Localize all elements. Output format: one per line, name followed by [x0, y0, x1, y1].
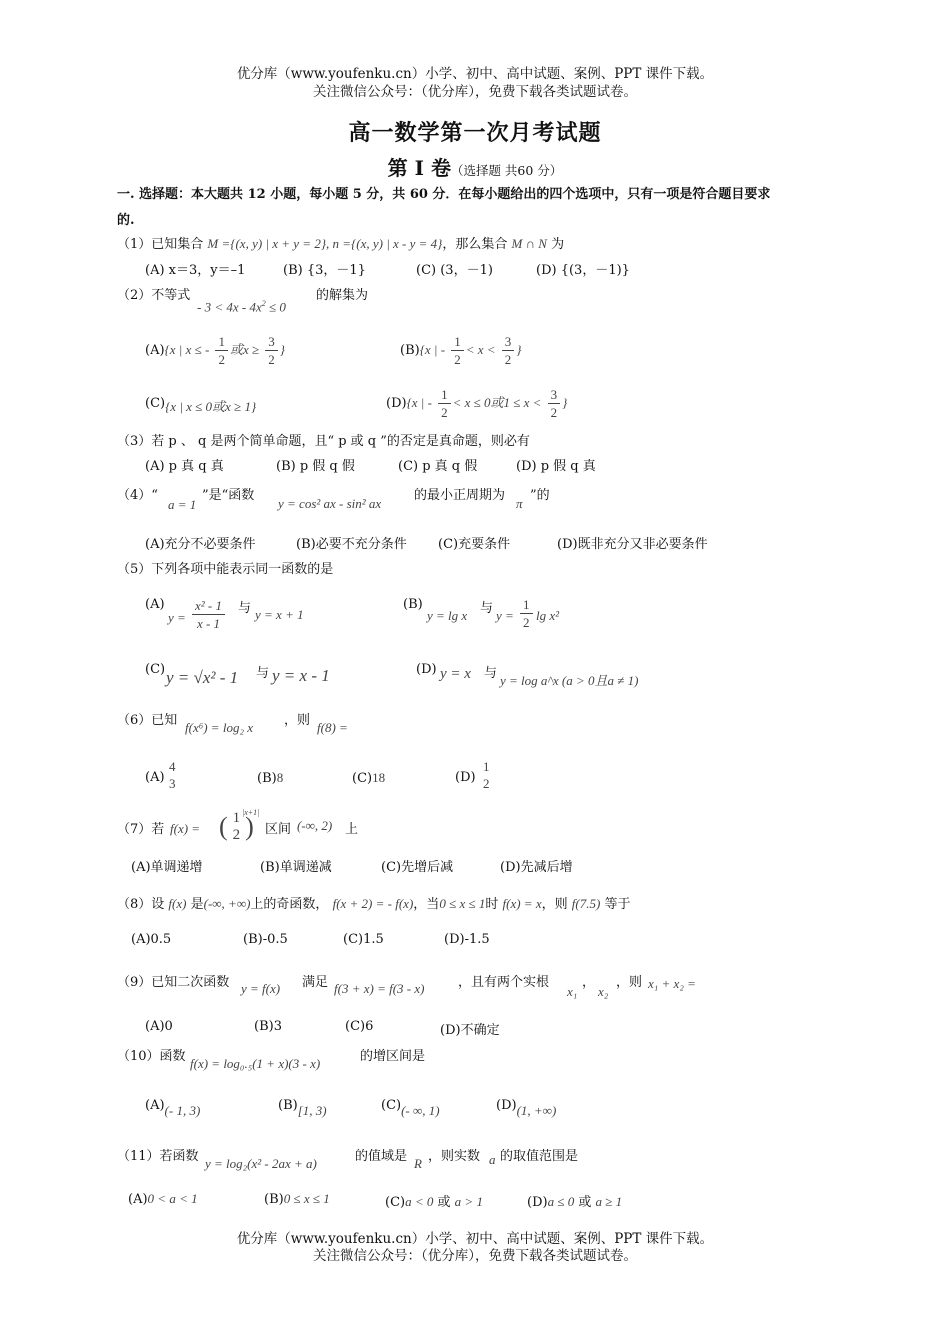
q2-option-a	[145, 333, 285, 368]
q5-a-num: x² - 1	[192, 597, 225, 615]
q1-option-d: (D) {(3，－1)}	[536, 263, 630, 278]
question-5-stem: （5）下列各项中能表示同一函数的是	[117, 562, 334, 577]
q10-option-d	[496, 1097, 557, 1118]
q9-math-2: f(3 + x) = f(3 - x)	[334, 981, 425, 996]
q5-option-a	[145, 597, 165, 612]
q11-text-c: ，则实数	[428, 1149, 481, 1164]
q5-b-eq: y = lg x	[427, 608, 468, 623]
q2-d-math-1: {x | -	[406, 395, 432, 410]
q4-option-c: (C)充要条件	[438, 537, 511, 552]
frac-den: 2	[523, 615, 530, 630]
q4-stem-c: 的最小正周期为	[414, 488, 506, 503]
frac-den: 2	[550, 405, 558, 420]
q8-text-f: ，则	[541, 897, 568, 912]
q5-a-y: y =	[168, 610, 186, 625]
q7-option-d: (D)先减后增	[500, 860, 573, 875]
q8-text-e: 时	[485, 897, 499, 912]
frac-num: 3	[502, 333, 515, 351]
q4-stem-text: （4）“	[117, 488, 158, 503]
q10-d-value: (1, +∞)	[516, 1103, 557, 1118]
q6-option-d-frac	[480, 758, 493, 792]
q11-a-label: (A)	[128, 1192, 148, 1207]
q5-option-c: (C)	[145, 662, 166, 677]
q4-stem-b: ”是“函数	[202, 488, 255, 503]
question-2-stem	[117, 284, 190, 303]
q6-math-given: f(x⁶) = log₂ x	[185, 720, 253, 735]
q8-text-a: （8）设	[117, 897, 165, 912]
q3-option-a: (A) p 真 q 真	[145, 459, 224, 474]
frac-num: 1	[451, 333, 464, 351]
q1-stem-text: （1）已知集合	[117, 237, 204, 252]
question-8-stem	[117, 893, 630, 912]
q8-math-4: 0 ≤ x ≤ 1	[439, 896, 486, 911]
q6-math-ask: f(8) =	[317, 720, 348, 735]
question-10-stem: （10）函数	[117, 1049, 186, 1064]
q1-option-b: (B) {3，－1}	[283, 263, 366, 278]
q9-math-3: x₁	[567, 984, 578, 999]
q5-b-half	[520, 596, 533, 631]
question-9-stem: （9）已知二次函数	[117, 975, 230, 990]
question-1-stem	[117, 233, 564, 252]
q9-math-1: y = f(x)	[241, 981, 281, 996]
q8-option-d: (D)-1.5	[444, 932, 490, 947]
q4-math-a: a = 1	[168, 497, 197, 512]
volume-label: 第 I 卷	[387, 156, 451, 180]
q9-text-c: ，且有两个实根	[458, 975, 550, 990]
q7-paren-frac: ( 1 2 )	[219, 810, 254, 843]
q7-math-interval: (-∞, 2)	[297, 818, 333, 833]
q2-b-frac-2	[502, 333, 515, 368]
frac-den: 2	[232, 827, 241, 843]
q8-text-c: 上的奇函数，	[250, 897, 329, 912]
q2-a-label: (A)	[145, 343, 165, 358]
q2-d-math-3: }	[562, 395, 568, 410]
q7-option-a: (A)单调递增	[131, 860, 203, 875]
q9-option-a: (A)0	[145, 1019, 173, 1034]
q9-text-d: ，	[582, 975, 596, 990]
q5-option-b: (B)	[403, 597, 423, 612]
q8-option-c: (C)1.5	[343, 932, 384, 947]
q1-option-a: (A) x＝3，y＝–1	[145, 263, 246, 278]
q4-math-pi: π	[516, 496, 523, 511]
question-4-stem	[117, 484, 158, 503]
q2-inequality-math: - $3 < 4x - 4x^2 \le 0$	[197, 299, 286, 315]
q11-math-1: y = log₂(x² - 2ax + a)	[205, 1156, 317, 1171]
q6-option-a-label: (A)	[145, 770, 165, 785]
q11-c-value-2: a > 1	[454, 1194, 483, 1209]
q7-stem-b: 区间	[265, 822, 292, 837]
frac-den: 3	[169, 776, 176, 791]
q6-c-value: 18	[372, 770, 386, 785]
q4-math-function: y = cos² ax - sin² ax	[278, 496, 382, 511]
q2-option-b	[400, 333, 521, 368]
q2-stem-tail: 的解集为	[316, 288, 369, 303]
q4-option-a: (A)充分不必要条件	[145, 537, 256, 552]
q10-text-b: 的增区间是	[360, 1049, 426, 1064]
q2-d-math-2: < x ≤ 0或1 ≤ x <	[452, 395, 542, 410]
header-line-1: 优分库（www.youfenku.cn）小学、初中、高中试题、案例、PPT 课件下载。	[236, 66, 714, 82]
q8-text-g: 等于	[604, 897, 631, 912]
q6-option-c	[352, 770, 385, 786]
q11-c-or: 或	[437, 1195, 451, 1210]
q11-a-value: 0 < a < 1	[147, 1191, 198, 1206]
q1-option-c: (C) (3，－1)	[416, 263, 493, 278]
q4-option-d: (D)既非充分又非必要条件	[557, 537, 708, 552]
q9-math-4: x₂	[598, 984, 609, 999]
q10-a-label: (A)	[145, 1098, 165, 1113]
q11-d-label: (D)	[527, 1195, 548, 1210]
q3-option-b: (B) p 假 q 假	[276, 459, 355, 474]
q5-d-eq2: y = log a^x (a > 0且a ≠ 1)	[500, 673, 639, 688]
q11-math-2: R	[414, 1156, 422, 1171]
q9-option-c: (C)6	[345, 1019, 374, 1034]
q2-c-math: {x | x ≤ 0或x ≥ 1}	[165, 399, 257, 414]
frac-den: 2	[441, 405, 448, 420]
q4-stem-d: ”的	[530, 488, 550, 503]
q5-b-and: 与	[480, 601, 494, 616]
q2-a-math-2: 或x ≥	[229, 342, 260, 357]
frac-den: 2	[454, 352, 461, 367]
exam-title: 高一数学第一次月考试题	[348, 120, 602, 146]
q9-text-e: ，则	[616, 975, 643, 990]
q2-a-frac-2	[265, 333, 278, 368]
q10-option-b	[278, 1097, 327, 1118]
frac-num: 1	[232, 810, 241, 826]
q8-math-6: f(7.5)	[571, 896, 601, 911]
question-3-stem: （3）若 p 、 q 是两个简单命题，且“ p 或 q ”的否定是真命题，则必有	[117, 434, 530, 449]
q8-text-b: 是	[190, 897, 204, 912]
frac-den: 2	[504, 352, 512, 367]
q5-b-tail: lg x²	[536, 608, 560, 623]
q10-d-label: (D)	[496, 1098, 517, 1113]
q11-option-b	[264, 1191, 330, 1207]
frac-num: 1	[438, 386, 451, 404]
q11-b-label: (B)	[264, 1192, 284, 1207]
q2-math-right: ≤ 0	[265, 299, 286, 315]
q2-d-label: (D)	[386, 396, 407, 411]
q1-set-math: M ={(x, y) | x + y = 2}, n ={(x, y) | x - y = 4}	[207, 236, 443, 251]
q11-c-value-1: a < 0	[405, 1194, 434, 1209]
q8-math-3: f(x + 2) = - f(x)	[332, 896, 414, 911]
q11-text-b: 的值域是	[355, 1149, 408, 1164]
question-7-stem: （7）若	[117, 822, 165, 837]
frac-num: 3	[265, 333, 278, 351]
section-instructions-2: 的.	[117, 213, 135, 228]
q2-b-math-2: < x <	[465, 342, 496, 357]
frac-num: 4	[169, 759, 176, 774]
q6-stem-b: ，则	[284, 713, 311, 728]
q5-a-den: x - 1	[196, 616, 221, 631]
q2-b-math-1: {x | -	[419, 342, 446, 357]
q5-d-and: 与	[484, 666, 498, 681]
q2-d-frac-2	[548, 386, 561, 421]
frac-num: 1	[215, 333, 228, 351]
q2-b-label: (B)	[400, 343, 420, 358]
q10-option-a	[145, 1097, 201, 1118]
q6-option-b	[257, 770, 283, 786]
q2-b-frac-1	[451, 333, 464, 368]
frac-num: 1	[483, 759, 490, 774]
q6-b-value: 8	[276, 770, 284, 785]
frac-num: 3	[548, 386, 561, 404]
q9-option-d: (D)不确定	[440, 1023, 500, 1038]
volume-note: （选择题 共60 分）	[450, 163, 563, 178]
q9-text-b: 满足	[302, 975, 329, 990]
q2-d-frac-1	[438, 386, 451, 421]
q11-option-d	[527, 1191, 622, 1210]
q8-text-d: ，当	[413, 897, 440, 912]
footer-line-2: 关注微信公众号：（优分库），免费下载各类试题试卷。	[313, 1248, 637, 1264]
q11-d-or: 或	[578, 1195, 592, 1210]
q2-math-left: - 3 < 4x - 4x	[197, 299, 262, 315]
frac-num: 1	[520, 596, 533, 614]
q2-a-math-3: }	[279, 342, 285, 357]
q11-option-c	[385, 1191, 483, 1210]
q2-a-frac-1	[215, 333, 228, 368]
frac-den: 2	[268, 352, 275, 367]
q10-c-value: (- ∞, 1)	[401, 1103, 440, 1118]
q11-math-3: a	[489, 1152, 496, 1167]
q6-option-a-frac	[166, 758, 179, 792]
q7-exponent: |x+1|	[242, 808, 260, 817]
q2-option-c	[145, 392, 257, 414]
q8-math-5: f(x) = x	[502, 896, 542, 911]
q10-c-label: (C)	[381, 1098, 402, 1113]
question-6-stem: （6）已知	[117, 713, 178, 728]
q10-math: f(x) = log₀.₅(1 + x)(3 - x)	[190, 1056, 321, 1071]
q1-stem-text-3: 为	[551, 237, 565, 252]
q10-b-value: [1, 3)	[297, 1103, 327, 1118]
q8-math-2: (-∞, +∞)	[203, 896, 251, 911]
q2-c-label: (C)	[145, 396, 166, 411]
q2-a-math-1: {x | x ≤ -	[164, 342, 210, 357]
q8-option-a: (A)0.5	[131, 932, 172, 947]
frac-den: 2	[218, 352, 225, 367]
q11-d-value-1: a ≤ 0	[547, 1194, 575, 1209]
q7-math-fx: f(x) =	[170, 821, 201, 836]
q7-option-c: (C)先增后减	[381, 860, 454, 875]
q7-stem-c: 上	[345, 822, 359, 837]
q6-b-label: (B)	[257, 771, 277, 786]
q3-option-c: (C) p 真 q 假	[398, 459, 478, 474]
q5-c-eq: y = √x² - 1	[166, 668, 239, 687]
q11-d-value-2: a ≥ 1	[595, 1194, 623, 1209]
q10-b-label: (B)	[278, 1098, 298, 1113]
q5-a-fraction	[192, 597, 225, 632]
q11-c-label: (C)	[385, 1195, 406, 1210]
q5-a-eq2: y = x + 1	[255, 607, 304, 622]
q2-option-d	[386, 386, 567, 421]
q5-b-eq2: y =	[496, 608, 514, 623]
q5-d-eq: y = x	[440, 666, 471, 682]
q8-math-1: f(x)	[168, 896, 187, 911]
q9-math-5: x₁ + x₂ =	[648, 976, 696, 991]
q8-option-b: (B)-0.5	[243, 932, 288, 947]
q5-option-d: (D)	[416, 662, 437, 677]
section-instructions-1: 一. 选择题：本大题共 12 小题，每小题 5 分，共 60 分．在每小题给出的四个选项中，只有一项是符合题目要求	[117, 187, 771, 202]
q5-c-eq2: y = x - 1	[272, 666, 330, 685]
q10-a-value: (- 1, 3)	[164, 1103, 201, 1118]
q1-stem-text-2: ，那么集合	[442, 237, 508, 252]
frac-den: 2	[483, 776, 490, 791]
q11-text-d: 的取值范围是	[500, 1149, 579, 1164]
footer-line-1: 优分库（www.youfenku.cn）小学、初中、高中试题、案例、PPT 课件下载。	[236, 1231, 714, 1247]
q2-stem-text: （2）不等式	[117, 288, 191, 303]
q10-option-c	[381, 1097, 440, 1118]
volume-heading	[0, 152, 950, 181]
header-line-2: 关注微信公众号：（优分库），免费下载各类试题试卷。	[313, 84, 637, 100]
q1-intersection-math: M ∩ N	[511, 236, 547, 251]
q2-b-math-3: }	[516, 342, 522, 357]
q3-option-d: (D) p 假 q 真	[516, 459, 596, 474]
q4-option-b: (B)必要不充分条件	[296, 537, 407, 552]
q6-option-d-label: (D)	[455, 770, 476, 785]
q11-option-a	[128, 1191, 198, 1207]
q5-a-and: 与	[238, 601, 252, 616]
q9-option-b: (B)3	[254, 1019, 282, 1034]
q5-c-and: 与	[256, 666, 270, 681]
q6-c-label: (C)	[352, 771, 373, 786]
q5-a-label: (A)	[145, 597, 165, 612]
q7-option-b: (B)单调递减	[260, 860, 332, 875]
question-11-stem: （11）若函数	[117, 1149, 199, 1164]
q11-b-value: 0 ≤ x ≤ 1	[283, 1191, 330, 1206]
